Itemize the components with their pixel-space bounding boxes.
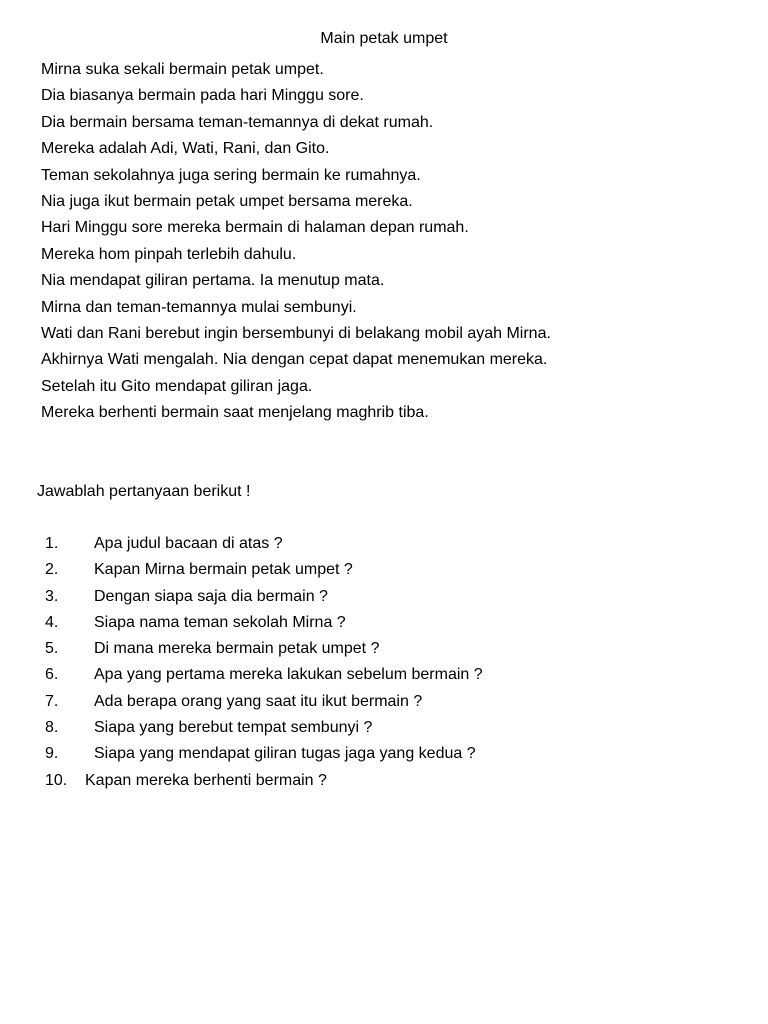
story-line: Nia mendapat giliran pertama. Ia menutup mata. [41,272,385,290]
question-item [0,636,768,662]
story-line: Teman sekolahnya juga sering bermain ke rumahnya. [41,166,421,184]
story-line: Dia biasanya bermain pada hari Minggu sore. [41,87,364,105]
question-item [0,662,768,688]
question-text: Siapa nama teman sekolah Mirna ? [94,613,346,631]
question-number: 3. [45,587,59,605]
question-item [0,715,768,741]
question-item [0,741,768,767]
story-line: Akhirnya Wati mengalah. Nia dengan cepat dapat menemukan mereka. [41,351,548,369]
question-text: Apa yang pertama mereka lakukan sebelum bermain ? [94,666,483,684]
question-text: Siapa yang berebut tempat sembunyi ? [94,719,373,737]
question-item [0,610,768,636]
story-line: Mereka hom pinpah terlebih dahulu. [41,245,297,263]
question-number: 4. [45,613,59,631]
question-number: 10. [45,771,68,789]
question-number: 9. [45,745,59,763]
story-line: Dia bermain bersama teman-temannya di dekat rumah. [41,113,434,131]
question-item [0,768,768,794]
story-line: Setelah itu Gito mendapat giliran jaga. [41,377,313,395]
question-item [0,557,768,583]
story-text [41,57,761,427]
question-text: Di mana mereka bermain petak umpet ? [94,640,380,658]
story-line: Mirna dan teman-temannya mulai sembunyi. [41,298,357,316]
story-line: Hari Minggu sore mereka bermain di halaman depan rumah. [41,219,469,237]
question-number: 5. [45,640,59,658]
document-title: Main petak umpet [320,30,448,47]
question-text: Kapan Mirna bermain petak umpet ? [94,561,353,579]
story-line: Wati dan Rani berebut ingin bersembunyi di belakang mobil ayah Mirna. [41,325,551,343]
question-text: Dengan siapa saja dia bermain ? [94,587,328,605]
question-text: Ada berapa orang yang saat itu ikut bermain ? [94,692,423,710]
question-item [0,584,768,610]
instruction-text: Jawablah pertanyaan berikut ! [37,483,251,500]
question-text: Siapa yang mendapat giliran tugas jaga yang kedua ? [94,745,476,763]
question-text: Apa judul bacaan di atas ? [94,535,283,552]
question-number: 6. [45,666,59,684]
question-item [0,689,768,715]
question-number: 2. [45,561,59,579]
story-line: Mereka adalah Adi, Wati, Rani, dan Gito. [41,140,330,158]
question-number: 1. [45,535,59,552]
story-line: Mereka berhenti bermain saat menjelang maghrib tiba. [41,404,429,422]
question-list [0,531,768,794]
story-line: Mirna suka sekali bermain petak umpet. [41,61,324,78]
question-item [0,531,768,557]
question-number: 7. [45,692,59,710]
question-text: Kapan mereka berhenti bermain ? [85,771,327,789]
story-line: Nia juga ikut bermain petak umpet bersama mereka. [41,193,413,211]
question-number: 8. [45,719,59,737]
